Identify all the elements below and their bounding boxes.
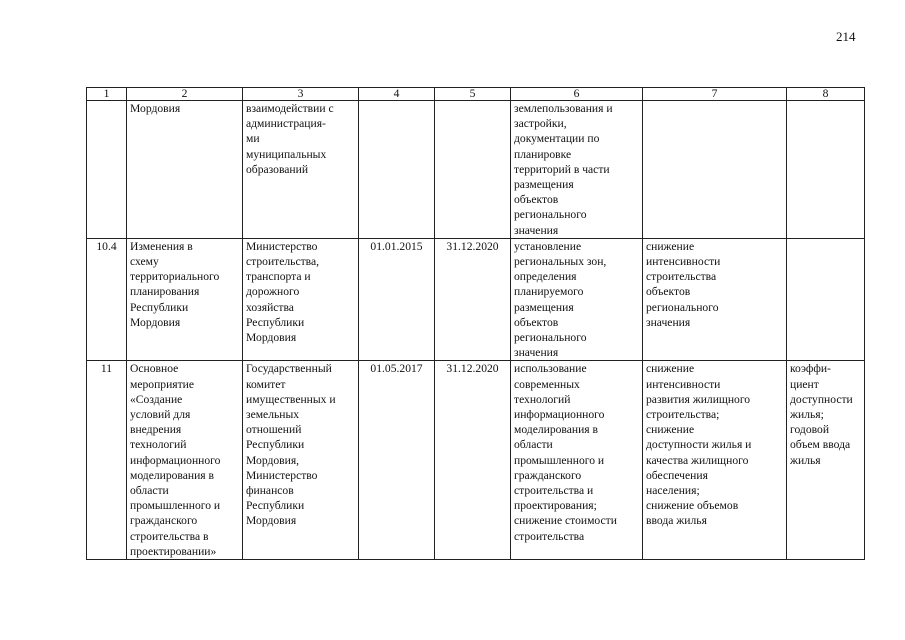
- cell-consequences: [643, 101, 787, 239]
- cell-measure-name: Основное мероприятие «Создание условий для внедрения технологий информационного моделирования в области промышленного и гражданского строительства в проектировании»: [127, 361, 243, 560]
- cell-number: 10.4: [87, 238, 127, 361]
- column-header: 7: [643, 88, 787, 101]
- cell-executor: взаимодействии с администрация- ми муниципальных образований: [243, 101, 359, 239]
- cell-end-date: 31.12.2020: [435, 361, 511, 560]
- cell-indicator: коэффи- циент доступности жилья; годовой объем ввода жилья: [787, 361, 865, 560]
- cell-start-date: [359, 101, 435, 239]
- page-number: 214: [836, 29, 856, 44]
- cell-expected-result: использование современных технологий информационного моделирования в области промышленного и гражданского строительства и проектирования; снижение стоимости строительства: [511, 361, 643, 560]
- cell-executor: Государственный комитет имущественных и земельных отношений Республики Мордовия, Министерство финансов Республики Мордовия: [243, 361, 359, 560]
- cell-number: [87, 101, 127, 239]
- column-header: 3: [243, 88, 359, 101]
- cell-measure-name: Изменения в схему территориального планирования Республики Мордовия: [127, 238, 243, 361]
- table-row: [87, 361, 865, 560]
- cell-consequences: снижение интенсивности развития жилищного строительства; снижение доступности жилья и качества жилищного обеспечения населения; снижение объемов ввода жилья: [643, 361, 787, 560]
- column-header: 6: [511, 88, 643, 101]
- cell-expected-result: землепользования и застройки, документации по планировке территорий в части размещения объектов регионального значения: [511, 101, 643, 239]
- column-header: 2: [127, 88, 243, 101]
- cell-start-date: 01.05.2017: [359, 361, 435, 560]
- cell-executor: Министерство строительства, транспорта и дорожного хозяйства Республики Мордовия: [243, 238, 359, 361]
- cell-indicator: [787, 238, 865, 361]
- column-header: 8: [787, 88, 865, 101]
- cell-indicator: [787, 101, 865, 239]
- measures-table: [86, 87, 865, 560]
- column-header: 1: [87, 88, 127, 101]
- table-header-row: [87, 88, 865, 101]
- cell-start-date: 01.01.2015: [359, 238, 435, 361]
- table-row: [87, 238, 865, 361]
- cell-consequences: снижение интенсивности строительства объектов регионального значения: [643, 238, 787, 361]
- cell-number: 11: [87, 361, 127, 560]
- cell-expected-result: установление региональных зон, определения планируемого размещения объектов регионального значения: [511, 238, 643, 361]
- cell-end-date: [435, 101, 511, 239]
- column-header: 5: [435, 88, 511, 101]
- column-header: 4: [359, 88, 435, 101]
- cell-measure-name: Мордовия: [127, 101, 243, 239]
- cell-end-date: 31.12.2020: [435, 238, 511, 361]
- table-row: [87, 101, 865, 239]
